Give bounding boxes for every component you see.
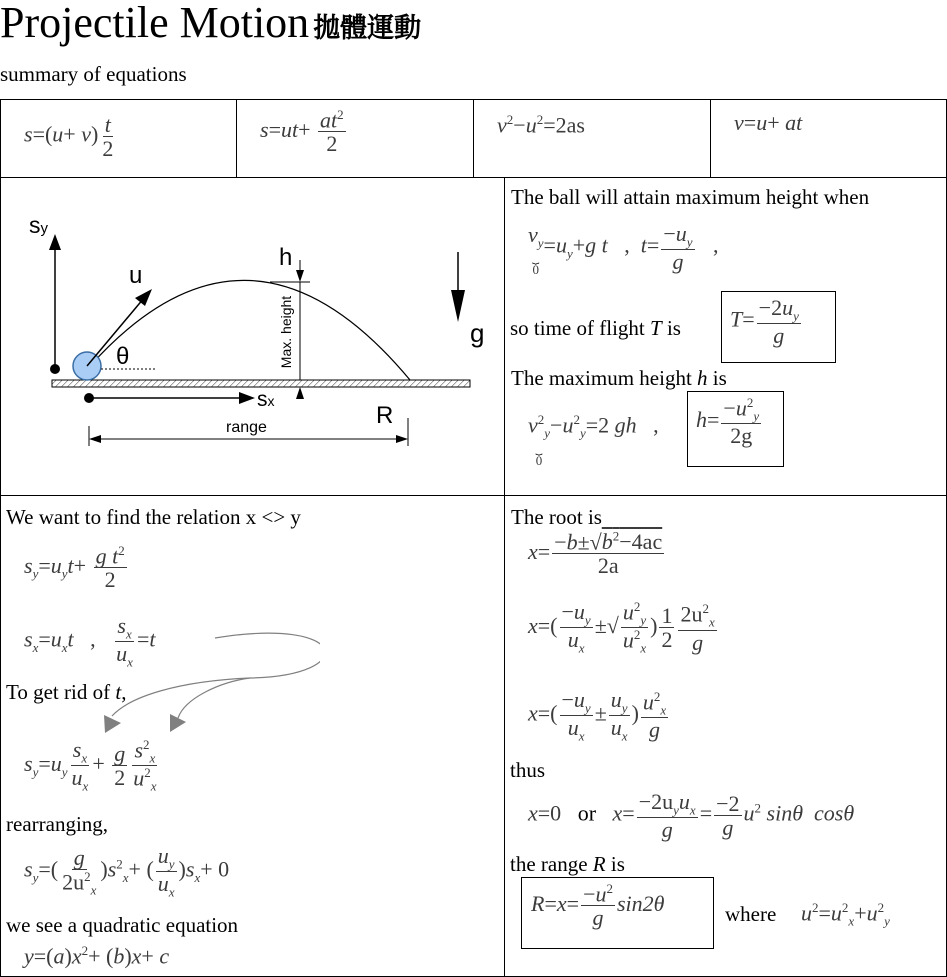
rid-of-t-text: To get rid of t, — [6, 680, 127, 704]
root-text: The root is — [511, 505, 602, 529]
equation-sy-substituted: $s_y=u_y$ $\frac{s_x}{u_x}$ + $\frac{g}{2}$ $\frac{s^2_x}{u^2_x}$ — [24, 737, 157, 795]
table-border-row2 — [0, 495, 946, 496]
max-height-arrow-bottom — [296, 387, 304, 399]
gravity-arrowhead — [451, 290, 465, 322]
arrowhead-icon — [104, 715, 121, 733]
equation-sy: $s_y=u_yt+$ $\frac{g t^2}{2}$ — [24, 543, 125, 593]
range-arrow-left — [89, 435, 101, 443]
relation-intro-text: We want to find the relation x <> y — [6, 505, 301, 529]
page-title — [0, 0, 421, 52]
table-divider — [710, 99, 711, 177]
trajectory-curve — [90, 280, 410, 380]
table-divider — [504, 495, 505, 976]
thus-text: thus — [510, 758, 546, 782]
title-cjk: 拋體運動 — [313, 13, 422, 44]
substitution-arrows — [100, 626, 320, 738]
sx-arrowhead — [239, 392, 255, 404]
label-g: g — [470, 318, 485, 348]
ground-surface — [52, 380, 470, 387]
label-range: range — [226, 419, 267, 436]
label-R: R — [376, 402, 394, 429]
equation-max-height: $v^2_y$ ⏟ 0 $-u^2_y=2$ gh , — [528, 412, 659, 468]
equation-final-velocity: v=u+ at — [734, 110, 803, 135]
velocity-arrowhead — [135, 289, 152, 306]
label-theta: θ — [116, 343, 130, 370]
equation-displacement: s=ut+ $\frac{at^2}{2}$ — [260, 107, 344, 157]
label-u: u — [129, 262, 143, 289]
range-arrow-right — [396, 435, 408, 443]
label-max-height: Max. height — [278, 295, 294, 369]
max-height-condition-text: The ball will attain maximum height when — [511, 185, 870, 209]
where-text: where — [725, 902, 777, 926]
or-text: or — [577, 800, 597, 826]
rearranging-text: rearranging, — [6, 812, 109, 836]
table-divider — [236, 99, 237, 177]
projectile-diagram — [0, 178, 504, 495]
equation-h: h= $\frac{-u^2_y}{2g}$ — [696, 395, 760, 449]
equation-range: R=x= $\frac{-u^2}{g}$ sin2θ — [531, 881, 665, 931]
equation-flight-time: T= $\frac{-2u_y}{g}$ — [730, 295, 799, 349]
equation-quadratic: $y=(a)x^2+ (b)x+ c$ — [24, 943, 170, 969]
label-sx: sx — [257, 388, 275, 411]
flight-time-text: so time of flight T is — [510, 316, 681, 340]
label-h: h — [279, 244, 293, 271]
equation-vy-zero: $v_y$ ⏟ 0 $=u_y+g$ t , t= $\frac{-u_y}{g}$ , — [528, 221, 719, 278]
quadratic-text: we see a quadratic equation — [6, 913, 239, 937]
equation-root-simplified: x=( $\frac{-u_y}{u_x}$ ± $\frac{u_y}{u_x}$ ) $\frac{u^2_x}{g}$ — [528, 687, 667, 744]
equation-u-squared: $u^2=u^2_x+u^2_y$ — [801, 900, 890, 929]
max-height-text: The maximum height h is — [511, 366, 727, 390]
sx-origin-dot — [84, 393, 94, 403]
sy-arrowhead — [49, 234, 61, 250]
equation-sx: $s_x=u_xt$ , $\frac{s_x}{u_x}$ =t — [24, 613, 156, 670]
label-sy: sy — [29, 212, 48, 238]
equation-avg-velocity: s=(u+ v) $\frac{t}{2}$ — [24, 112, 114, 162]
sy-origin-dot — [50, 364, 60, 374]
table-divider — [504, 177, 505, 495]
equation-x-solutions: x=0 or x= $\frac{-2u_yu_x}{g}$ = $\frac{-2}{g}$ $u^2$ sinθ cosθ — [528, 789, 855, 843]
page-subtitle: summary of equations — [0, 62, 187, 86]
title-text: Projectile Motion — [0, 0, 310, 47]
table-divider — [473, 99, 474, 177]
equation-velocity-squared: $v^2-u^2=2as$ — [497, 112, 585, 138]
equation-root-expanded: x=( $\frac{-u_y}{u_x}$ ±√ $\frac{u^2_y}{u^2_x}$ ) $\frac{1}{2}$ $\frac{2u^2_x}{g}$ — [528, 599, 715, 657]
range-text: the range R is — [510, 852, 625, 876]
equation-quadratic-formula: x= $\frac{-b\pm√b^2-4ac}{2a}$ — [528, 529, 663, 579]
equation-sy-rearranged: $s_y=$( $\frac{g}{2u^2_x}$ )$s^2_x+$ ( $\frac{u_y}{u_x}$ )$s_x+ 0$ — [24, 843, 230, 900]
